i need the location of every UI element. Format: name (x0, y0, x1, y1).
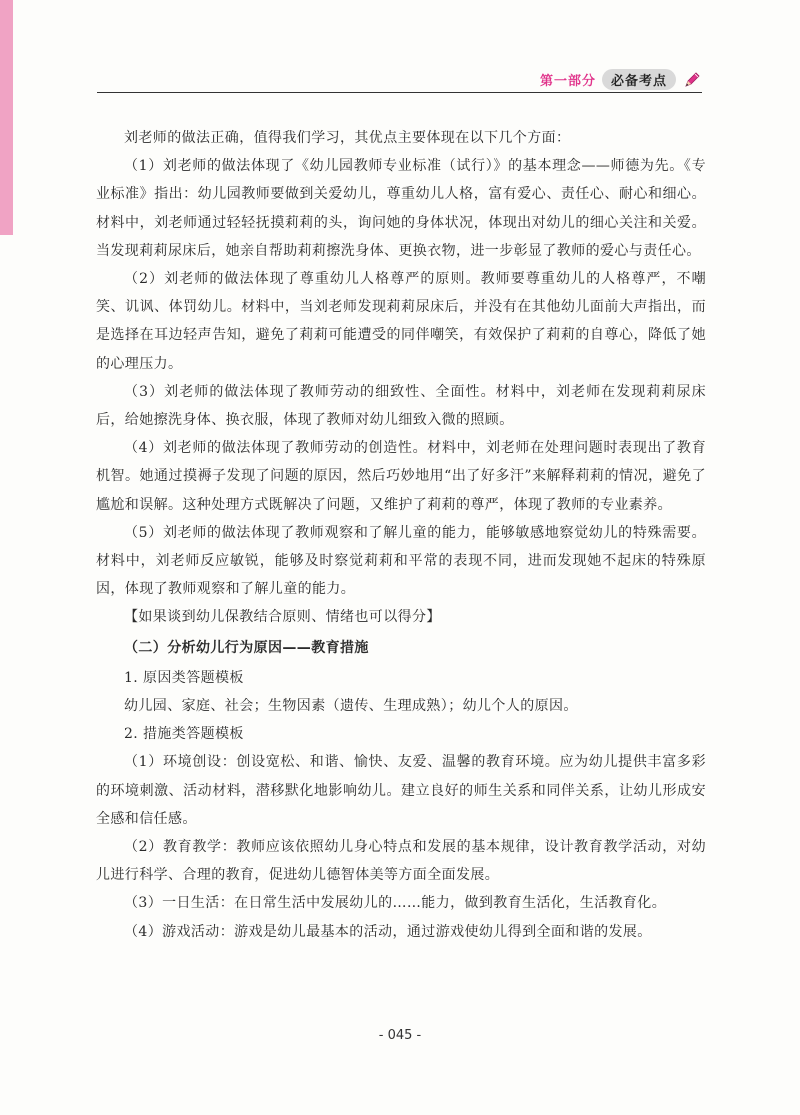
pencil-icon (682, 70, 702, 90)
paragraph: （4）刘老师的做法体现了教师劳动的创造性。材料中，刘老师在处理问题时表现出了教育机智。她通过摸褥子发现了问题的原因，然后巧妙地用“出了好多汗”来解释莉莉的情况，避免了尴尬和误解。这种处理方式既解决了问题，又维护了莉莉的尊严，体现了教师的专业素养。 (96, 440, 706, 513)
paragraph: （2）刘老师的做法体现了尊重幼儿人格尊严的原则。教师要尊重幼儿的人格尊严，不嘲笑、讥讽、体罚幼儿。材料中，当刘老师发现莉莉尿床后，并没有在其他幼儿面前大声指出，而是选择在耳边轻声告知，避免了莉莉可能遭受的同伴嘲笑，有效保护了莉莉的自尊心，降低了她的心理压力。 (96, 271, 706, 372)
paragraph: （1）刘老师的做法体现了《幼儿园教师专业标准（试行）》的基本理念——师德为先。《专业标准》指出：幼儿园教师要做到关爱幼儿，尊重幼儿人格，富有爱心、责任心、耐心和细心。材料中，刘老师通过轻轻抚摸莉莉的头，询问她的身体状况，体现出对幼儿的细心关注和关爱。当发现莉莉尿床后，她亲自帮助莉莉擦洗身体、更换衣物，进一步彰显了教师的爱心与责任心。 (96, 158, 706, 259)
paragraph: 幼儿园、家庭、社会；生物因素（遗传、生理成熟）；幼儿个人的原因。 (124, 698, 578, 715)
paragraph: 刘老师的做法正确，值得我们学习，其优点主要体现在以下几个方面： (124, 130, 571, 146)
paragraph: （5）刘老师的做法体现了教师观察和了解儿童的能力，能够敏感地察觉幼儿的特殊需要。材料中，刘老师反应敏锐，能够及时察觉莉莉和平常的表现不同，进而发现她不起床的特殊原因，体现了教师观察和了解儿童的能力。 (96, 524, 706, 598)
header-right (540, 69, 702, 90)
page-number: - 045 - (378, 1028, 422, 1043)
side-tab (0, 0, 13, 235)
paragraph: （3）刘老师的做法体现了教师劳动的细致性、全面性。材料中，刘老师在发现莉莉尿床后，给她擦洗身体、换衣服，体现了教师对幼儿细致入微的照顾。 (96, 383, 706, 429)
paragraph: （2）教育教学：教师应该依照幼儿身心特点和发展的基本规律，设计教育教学活动，对幼儿进行科学、合理的教育，促进幼儿德智体美等方面全面发展。 (96, 839, 706, 884)
paragraph: 【如果谈到幼儿保教结合原则、情绪也可以得分】 (124, 609, 441, 626)
paragraph: （4）游戏活动：游戏是幼儿最基本的活动，通过游戏使幼儿得到全面和谐的发展。 (124, 923, 652, 940)
document-body (96, 124, 706, 946)
paragraph: （3）一日生活：在日常生活中发展幼儿的……能力，做到教育生活化，生活教育化。 (124, 895, 667, 912)
part-label: 第一部分 (539, 74, 596, 89)
paragraph: （1）环境创设：创设宽松、和谐、愉快、友爱、温馨的教育环境。应为幼儿提供丰富多彩的环境刺激、活动材料，潜移默化地影响幼儿。建立良好的师生关系和同伴关系，让幼儿形成安全感和信任感。 (96, 754, 706, 827)
paragraph: 2. 措施类答题模板 (124, 726, 244, 743)
section-title: 必备考点 (602, 69, 676, 90)
page-header (97, 66, 702, 93)
section-heading: （二）分析幼儿行为原因——教育措施 (124, 639, 369, 656)
paragraph: 1. 原因类答题模板 (124, 669, 244, 686)
